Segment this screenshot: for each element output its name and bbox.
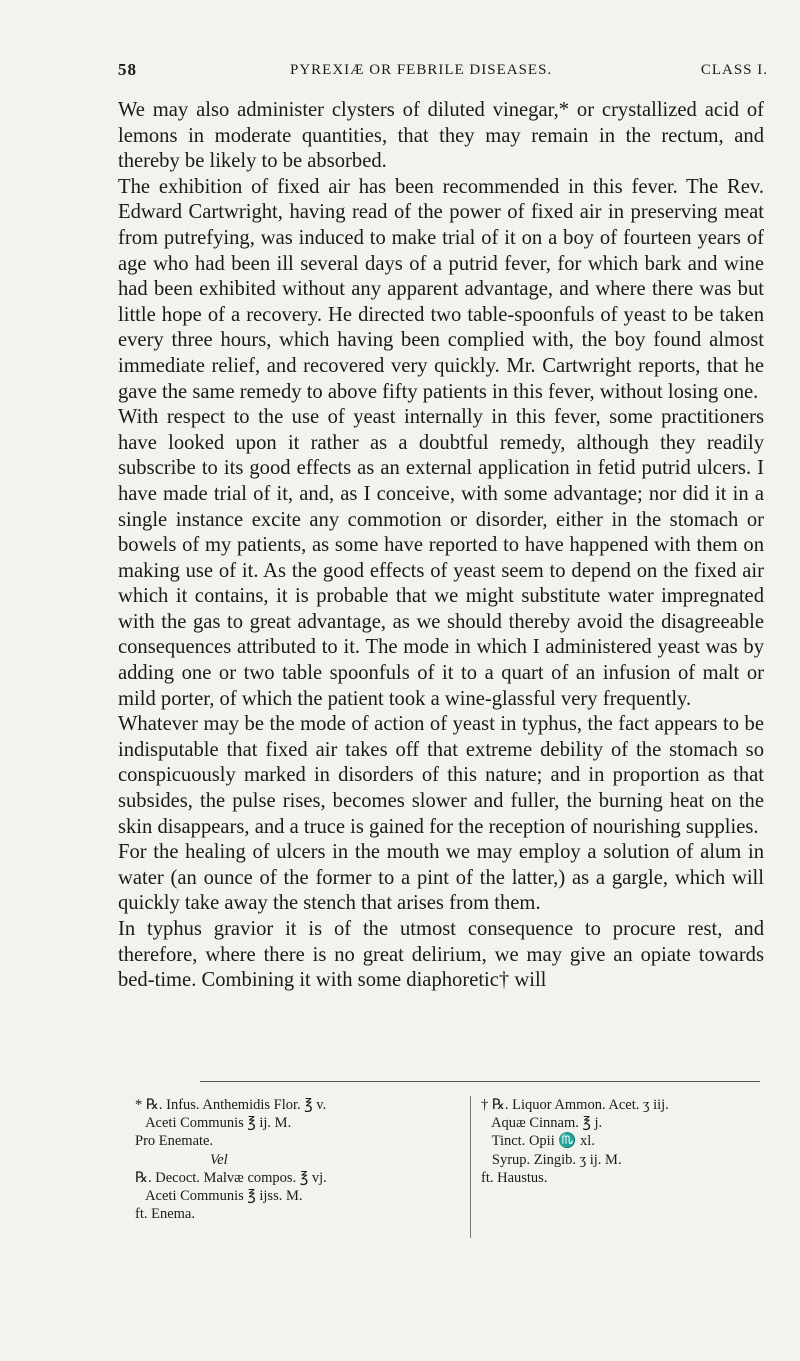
page-number: 58 (118, 60, 137, 79)
footnote-line: Tinct. Opii ♏ xl. (481, 1133, 595, 1150)
paragraph: For the healing of ulcers in the mouth we may employ a solution of alum in water (an ounce of the former to a pint of the latter,) as a gargle, which will quickly take away the stench that arises from them. (118, 841, 764, 915)
footnote-left (135, 1096, 435, 1223)
footnote-line: Vel (210, 1151, 228, 1168)
paragraph: With respect to the use of yeast internally in this fever, some practitioners have looked upon it rather as a doubtful remedy, although they readily subscribe to its good effects as an external application in fetid putrid ulcers. I have made trial of it, and, as I conceive, with some advantage; nor did it in a single instance excite any commotion or disorder, either in the stomach or bowels of my patients, as some have reported to have happened with them on making use of it. As the good effects of yeast seem to depend on the fixed air which it contains, it is probable that we might substitute water impregnated with the gas to great advantage, as we should thereby avoid the disagreeable consequences attributed to it. The mode in which I administered yeast was by adding one or two table spoonfuls of it to a quart of an infusion of malt or mild porter, of which the patient took a wine-glassful very frequently. (118, 406, 764, 710)
paragraph: Whatever may be the mode of action of yeast in typhus, the fact appears to be indisputable that fixed air takes off that extreme debility of the stomach so conspicuously marked in disorders of this nature; and in proportion as that subsides, the pulse rises, becomes slower and fuller, the burning heat on the skin disappears, and a truce is gained for the reception of nourishing supplies. (118, 713, 764, 838)
running-title: PYREXIÆ OR FEBRILE DISEASES. (290, 62, 553, 78)
footnote-line: ℞. Decoct. Malvæ compos. ℥ vj. (135, 1169, 327, 1186)
footnote-line: ft. Enema. (135, 1206, 195, 1223)
footnote-line: Syrup. Zingib. ʒ ij. M. (481, 1151, 622, 1168)
footnote-line: Aceti Communis ℥ ijss. M. (135, 1188, 303, 1205)
body-text (118, 98, 764, 994)
footnote-divider (200, 1081, 760, 1082)
footnote-line: * ℞. Infus. Anthemidis Flor. ℥ v. (135, 1097, 327, 1113)
paragraph: In typhus gravior it is of the utmost consequence to procure rest, and therefore, where there is no great delirium, we may give an opiate towards bed-time. Combining it with some diaphoretic† will (118, 918, 764, 992)
footnote-right (470, 1096, 781, 1238)
paragraph: The exhibition of fixed air has been recommended in this fever. The Rev. Edward Cartwright, having read of the power of fixed air in preserving meat from putrefying, was induced to make trial of it on a boy of fourteen years of age who had been ill several days of a putrid fever, for which bark and wine had been exhibited without any apparent advantage, and where there was but little hope of a recovery. He directed two table-spoonfuls of yeast to be taken every three hours, which having been complied with, the boy found almost immediate relief, and recovered very quickly. Mr. Cartwright reports, that he gave the same remedy to above fifty patients in this fever, without losing one. (118, 175, 764, 403)
footnote-line: † ℞. Liquor Ammon. Acet. ʒ iij. (481, 1097, 669, 1113)
running-header (118, 60, 768, 84)
footnote-line: Aceti Communis ℥ ij. M. (135, 1115, 292, 1132)
footnote-line: Pro Enemate. (135, 1133, 214, 1150)
paragraph: We may also administer clysters of diluted vinegar,* or crystallized acid of lemons in moderate quantities, that they may remain in the rectum, and thereby be likely to be absorbed. (118, 99, 764, 173)
footnote-line: Aquæ Cinnam. ℥ j. (481, 1115, 603, 1132)
footnote-line: ft. Haustus. (481, 1169, 548, 1186)
class-label: CLASS I. (700, 62, 768, 78)
